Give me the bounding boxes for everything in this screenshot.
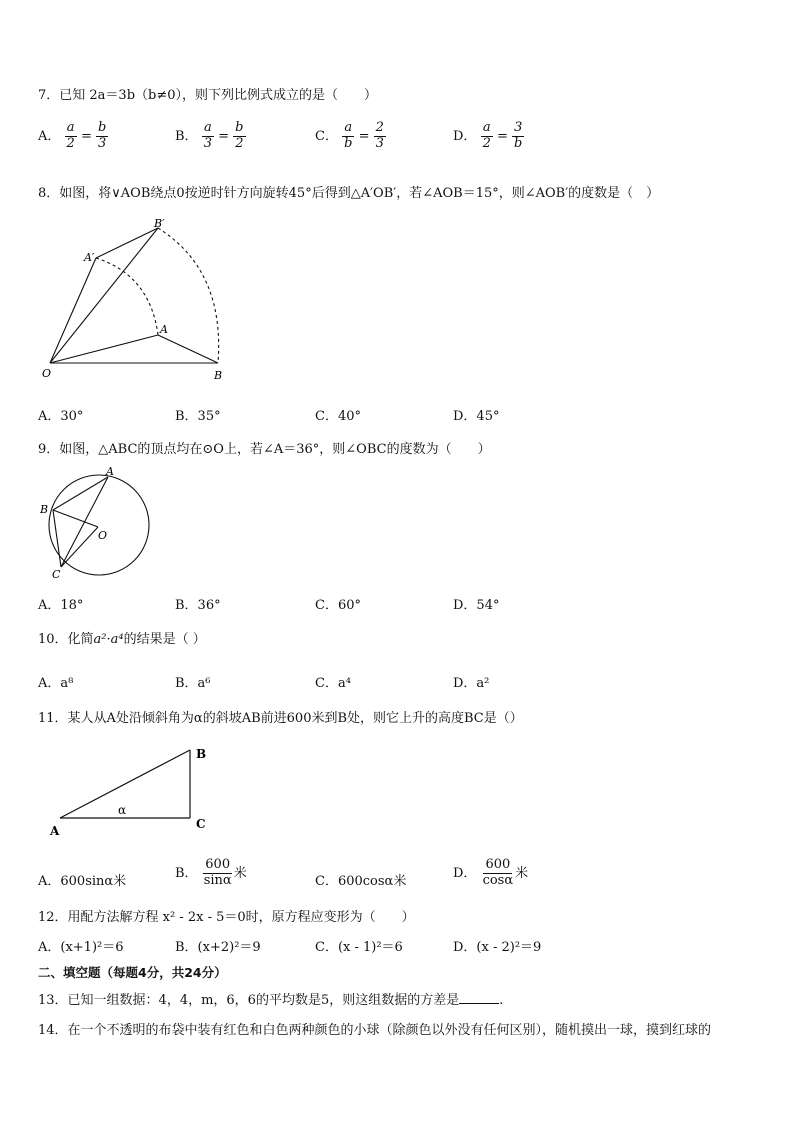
q9-label-a: A bbox=[106, 465, 114, 478]
q8-segment-oa1 bbox=[50, 258, 96, 363]
q11-stem: 11．某人从A处沿倾斜角为α的斜坡AB前进600米到B处，则它上升的高度BC是（） bbox=[38, 711, 523, 726]
q8-label-a-prime: A′ bbox=[84, 251, 95, 264]
q8-rotation-figure bbox=[40, 215, 240, 385]
q14-stem: 14．在一个不透明的布袋中装有红色和白色两种颜色的小球（除颜色以外没有任何区别），随机摸出一球，摸到红球的 bbox=[38, 1023, 712, 1038]
q9-label-b: B bbox=[40, 503, 49, 516]
q10-option-a: A．a⁸ bbox=[38, 676, 74, 691]
q9-option-b: B．36° bbox=[175, 598, 221, 613]
q7-option-a: A． $\frac{a}{2}$ = $\frac{b}{3}$ bbox=[38, 120, 107, 151]
q11-option-a: A．600sinα米 bbox=[38, 874, 127, 889]
q12-option-d: D．(x - 2)²＝9 bbox=[453, 940, 542, 955]
q7-stem: 7．已知 2a＝3b（b≠0），则下列比例式成立的是（ ） bbox=[38, 88, 378, 103]
q9-option-d: D．54° bbox=[453, 598, 500, 613]
q9-option-a: A．18° bbox=[38, 598, 84, 613]
q11-label-c: C bbox=[196, 817, 206, 831]
q10-stem: 10．化简a²·a⁴的结果是（ ） bbox=[38, 632, 206, 647]
q7-option-d: D． $\frac{a}{2}$ = $\frac{3}{b}$ bbox=[453, 120, 523, 151]
q9-circle-figure bbox=[36, 465, 156, 580]
q11-label-a: A bbox=[50, 824, 60, 838]
q8-label-o: O bbox=[42, 367, 52, 380]
q13-answer-blank bbox=[459, 992, 499, 1004]
q7-option-c: C． $\frac{a}{b}$ = $\frac{2}{3}$ bbox=[315, 120, 384, 151]
q11-option-b: B． $\frac{600}{\sin\alpha}$ 米 bbox=[175, 857, 247, 888]
q9-segment-bo bbox=[53, 510, 98, 527]
q8-option-c: C．40° bbox=[315, 409, 361, 424]
q8-label-b-prime: B′ bbox=[154, 217, 165, 230]
q10-option-d: D．a² bbox=[453, 676, 490, 691]
q13-stem: 13．已知一组数据：4，4，m，6，6的平均数是5，则这组数据的方差是 . bbox=[38, 993, 504, 1008]
q9-segment-bc bbox=[53, 510, 61, 567]
q8-segment-a1b1 bbox=[96, 228, 158, 258]
q9-label-c: C bbox=[52, 568, 61, 580]
q7-option-b: B． $\frac{a}{3}$ = $\frac{b}{2}$ bbox=[175, 120, 244, 151]
q12-option-a: A．(x+1)²＝6 bbox=[38, 940, 124, 955]
q12-stem: 12．用配方法解方程 x² - 2x - 5＝0时，原方程应变形为（ ） bbox=[38, 910, 415, 925]
q8-option-b: B．35° bbox=[175, 409, 221, 424]
q8-arc-aa1 bbox=[96, 258, 158, 335]
q10-option-c: C．a⁴ bbox=[315, 676, 351, 691]
section-fill-in-heading: 二、填空题（每题4分，共24分） bbox=[38, 965, 227, 980]
q12-option-b: B．(x+2)²＝9 bbox=[175, 940, 261, 955]
q10-option-b: B．a⁶ bbox=[175, 676, 211, 691]
q8-option-a: A．30° bbox=[38, 409, 84, 424]
q9-option-c: C．60° bbox=[315, 598, 361, 613]
q11-option-d: D． $\frac{600}{\cos\alpha}$ 米 bbox=[453, 857, 529, 888]
q8-label-b: B bbox=[214, 369, 223, 382]
q8-arc-bb1 bbox=[158, 228, 219, 363]
q11-label-alpha: α bbox=[118, 803, 127, 817]
q8-segment-ab bbox=[158, 335, 218, 363]
q12-option-c: C．(x - 1)²＝6 bbox=[315, 940, 403, 955]
q11-label-b: B bbox=[196, 747, 207, 761]
q8-option-d: D．45° bbox=[453, 409, 500, 424]
q9-circle-o bbox=[49, 475, 149, 575]
q8-segment-ob1 bbox=[50, 228, 158, 363]
q9-stem: 9．如图，△ABC的顶点均在⊙O上，若∠A＝36°，则∠OBC的度数为（ ） bbox=[38, 442, 491, 457]
q8-stem: 8．如图，将∨AOB绕点0按逆时针方向旋转45°后得到△A′OB′，若∠AOB＝15°，则∠AOB′的度数是（ ） bbox=[38, 186, 660, 201]
q11-option-c: C．600cosα米 bbox=[315, 874, 407, 889]
q11-slope-figure bbox=[44, 740, 224, 840]
q9-segment-oc bbox=[61, 527, 98, 567]
q8-label-a: A bbox=[160, 323, 168, 336]
q8-segment-oa bbox=[50, 335, 158, 363]
q9-label-o: O bbox=[98, 529, 108, 542]
